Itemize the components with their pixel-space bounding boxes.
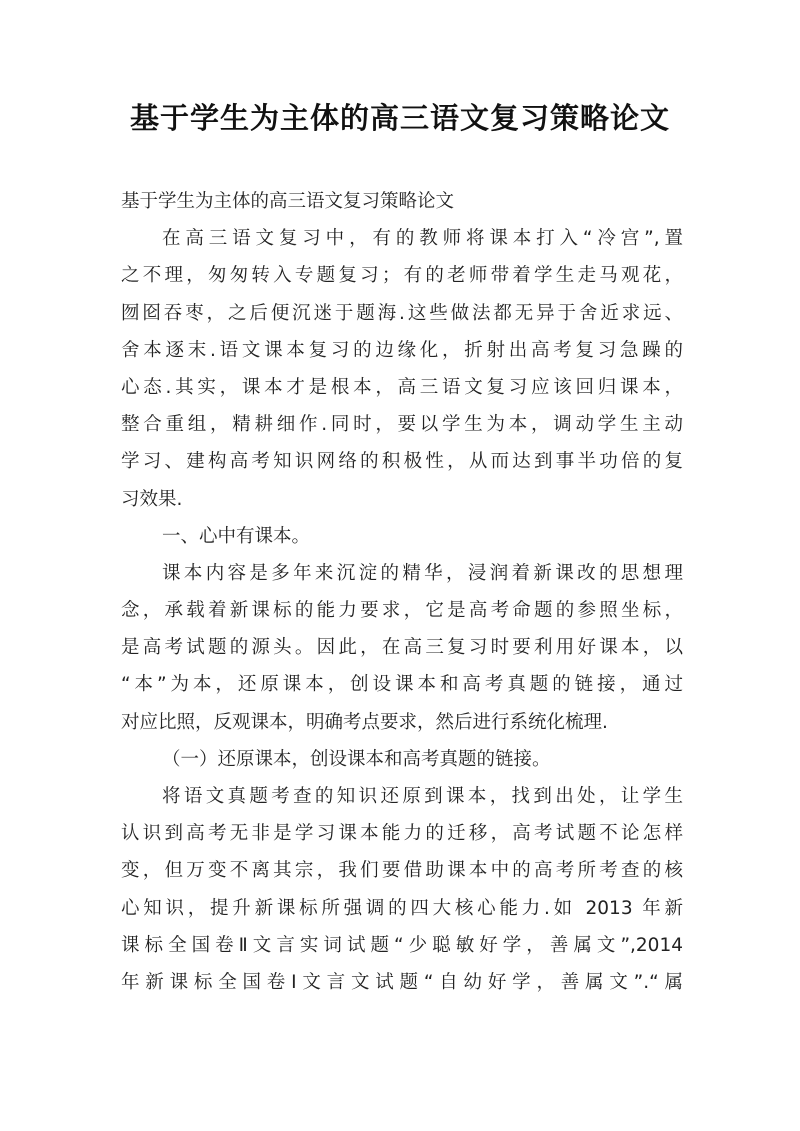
paragraph-line: 整合重组，精耕细作.同时，要以学生为本，调动学生主动 [121,414,683,436]
paragraph-line: 年新课标全国卷Ⅰ文言文试题“自幼好学，善属文”.“属 [121,971,683,993]
paragraph-line: 念，承载着新课标的能力要求，它是高考命题的参照坐标， [121,600,683,622]
paragraph-line: 课本内容是多年来沉淀的精华，浸润着新课改的思想理 [162,562,683,584]
paragraph-line: 认识到高考无非是学习课本能力的迁移，高考试题不论怎样 [121,823,683,845]
paragraph-line: 课标全国卷Ⅱ文言实词试题“少聪敏好学，善属文”,2014 [121,934,683,956]
paragraph-line: 在高三语文复习中，有的教师将课本打入“冷宫”,置 [162,228,683,250]
section-heading: 一、心中有课本。 [162,525,311,547]
subsection-heading: （一）还原课本，创设课本和高考真题的链接。 [162,748,551,770]
paragraph-line: 变，但万变不离其宗，我们要借助课本中的高考所考查的核 [121,860,683,882]
document-title: 基于学生为主体的高三语文复习策略论文 [129,101,670,135]
paragraph-line: “本”为本，还原课本，创设课本和高考真题的链接，通过 [121,674,683,696]
subtitle-line: 基于学生为主体的高三语文复习策略论文 [121,191,455,212]
paragraph-line: 习效果. [121,488,183,510]
document-body [121,183,683,1001]
paragraph-line: 心态.其实，课本才是根本，高三语文复习应该回归课本， [121,376,683,398]
paragraph-line: 对应比照，反观课本，明确考点要求，然后进行系统化梳理. [121,711,608,733]
paragraph-line: 是高考试题的源头。因此，在高三复习时要利用好课本，以 [121,637,683,659]
paragraph-line: 囫囵吞枣，之后便沉迷于题海.这些做法都无异于舍近求远、 [121,302,683,324]
paragraph-line: 学习、建构高考知识网络的积极性，从而达到事半功倍的复 [121,451,683,473]
paragraph-line: 将语文真题考查的知识还原到课本，找到出处，让学生 [162,786,683,807]
paragraph-line: 之不理，匆匆转入专题复习；有的老师带着学生走马观花， [121,265,683,287]
paragraph-line: 舍本逐末.语文课本复习的边缘化，折射出高考复习急躁的 [121,339,683,361]
paragraph-line: 心知识，提升新课标所强调的四大核心能力.如 2013 年新 [121,897,683,919]
